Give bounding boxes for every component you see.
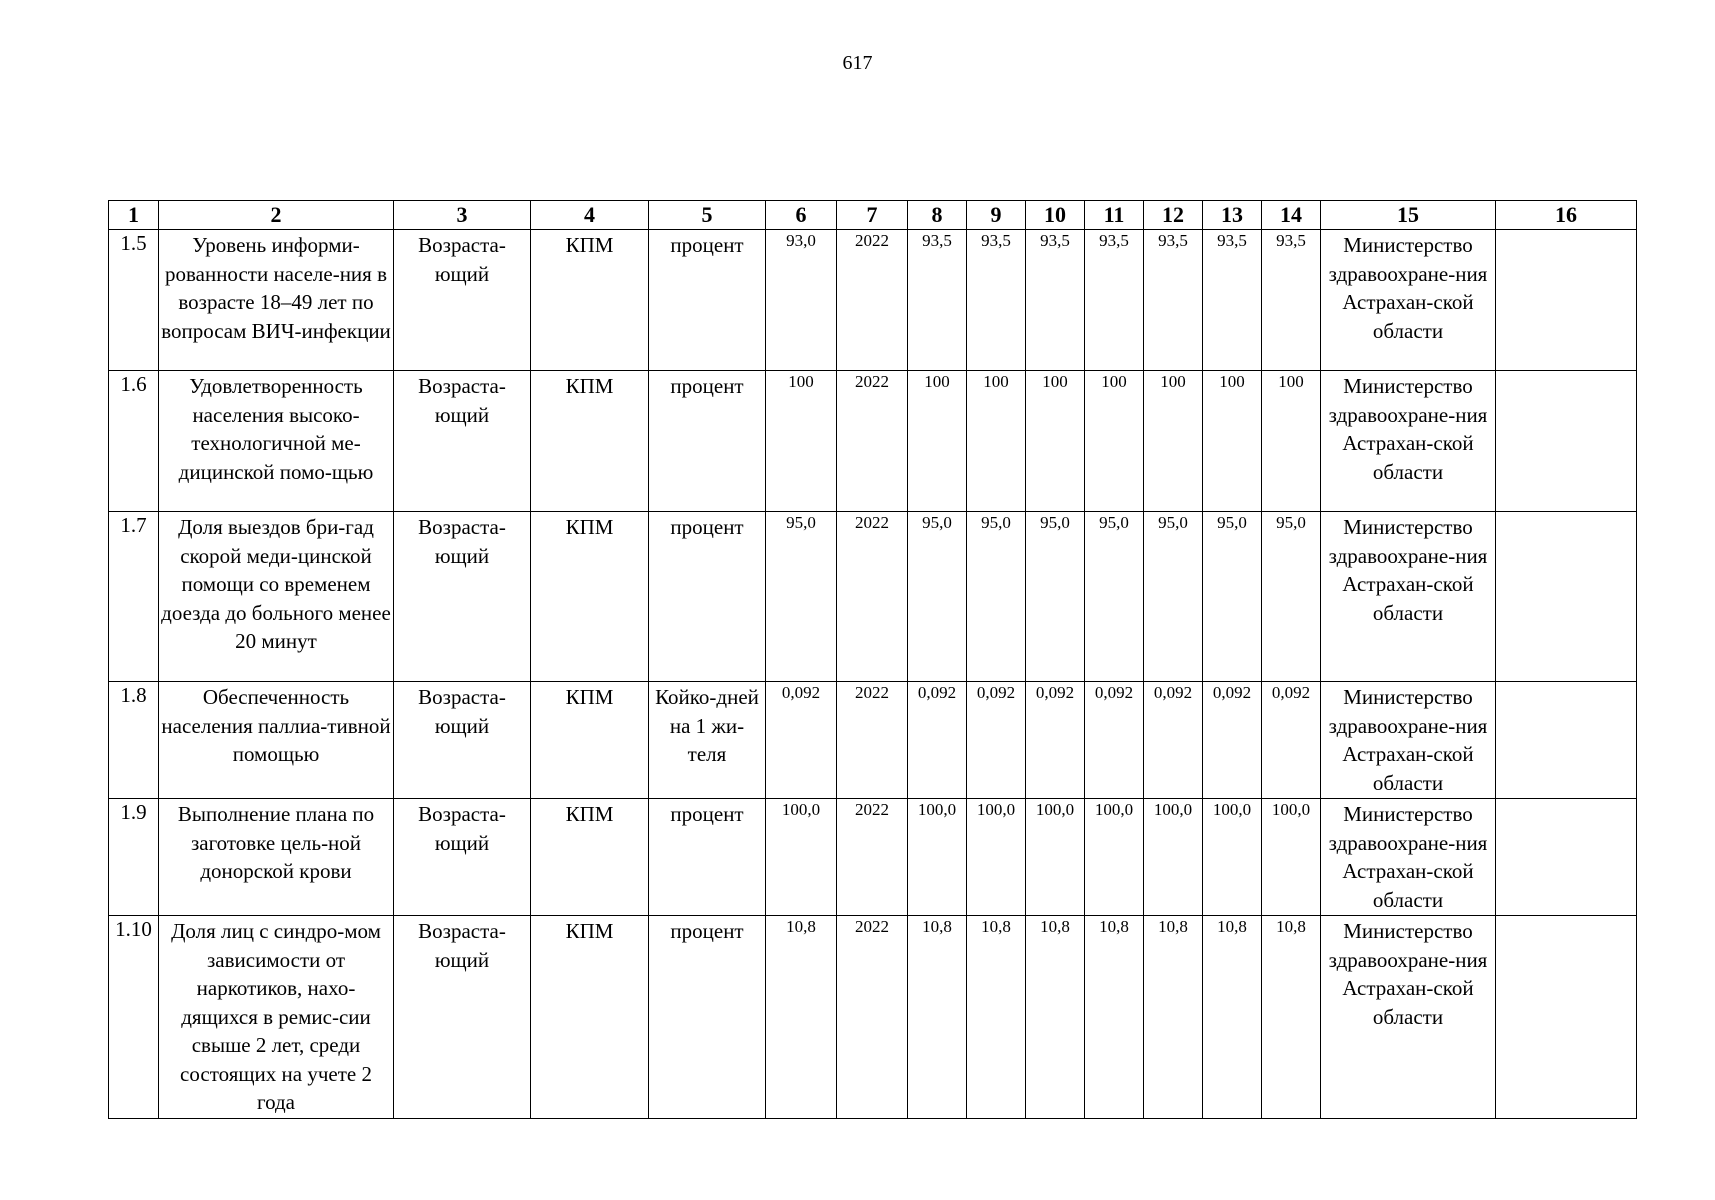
value-cell: 0,092	[1203, 682, 1262, 799]
responsible-cell: Министерство здравоохране-ния Астрахан-ской области	[1321, 512, 1496, 682]
base-year-cell: 2022	[837, 230, 908, 371]
column-header: 5	[649, 201, 766, 230]
value-cell: 10,8	[1085, 916, 1144, 1119]
value-cell: 0,092	[1026, 682, 1085, 799]
indicator-name: Обеспеченность населения паллиа-тивной помощью	[159, 682, 394, 799]
unit-cell: процент	[649, 799, 766, 916]
value-cell: 100	[1144, 371, 1203, 512]
table-row	[109, 371, 1637, 512]
value-cell: 95,0	[1026, 512, 1085, 682]
table-row	[109, 799, 1637, 916]
empty-cell	[1496, 682, 1637, 799]
type-cell: КПМ	[531, 799, 649, 916]
value-cell: 100,0	[1085, 799, 1144, 916]
column-header: 12	[1144, 201, 1203, 230]
value-cell: 100	[1085, 371, 1144, 512]
value-cell: 0,092	[1085, 682, 1144, 799]
base-value-cell: 100,0	[766, 799, 837, 916]
value-cell: 100,0	[1262, 799, 1321, 916]
responsible-cell: Министерство здравоохране-ния Астрахан-ской области	[1321, 682, 1496, 799]
value-cell: 10,8	[1203, 916, 1262, 1119]
row-number: 1.8	[109, 682, 159, 799]
type-cell: КПМ	[531, 230, 649, 371]
table-row	[109, 230, 1637, 371]
value-cell: 93,5	[1144, 230, 1203, 371]
column-header: 6	[766, 201, 837, 230]
type-cell: КПМ	[531, 512, 649, 682]
value-cell: 95,0	[1144, 512, 1203, 682]
responsible-cell: Министерство здравоохране-ния Астрахан-ской области	[1321, 371, 1496, 512]
value-cell: 95,0	[1085, 512, 1144, 682]
trend-cell: Возраста-ющий	[394, 799, 531, 916]
value-cell: 95,0	[967, 512, 1026, 682]
value-cell: 100,0	[1144, 799, 1203, 916]
trend-cell: Возраста-ющий	[394, 916, 531, 1119]
responsible-cell: Министерство здравоохране-ния Астрахан-ской области	[1321, 230, 1496, 371]
column-header: 10	[1026, 201, 1085, 230]
column-header: 11	[1085, 201, 1144, 230]
value-cell: 93,5	[1085, 230, 1144, 371]
value-cell: 100	[1026, 371, 1085, 512]
empty-cell	[1496, 230, 1637, 371]
value-cell: 93,5	[967, 230, 1026, 371]
indicator-name: Удовлетворенность населения высоко-технологичной ме-дицинской помо-щью	[159, 371, 394, 512]
row-number: 1.9	[109, 799, 159, 916]
unit-cell: процент	[649, 371, 766, 512]
indicator-name: Выполнение плана по заготовке цель-ной донорской крови	[159, 799, 394, 916]
value-cell: 93,5	[1026, 230, 1085, 371]
value-cell: 100	[967, 371, 1026, 512]
base-value-cell: 93,0	[766, 230, 837, 371]
indicator-name: Доля лиц с синдро-мом зависимости от наркотиков, нахо-дящихся в ремис-сии свыше 2 лет, среди состоящих на учете 2 года	[159, 916, 394, 1119]
type-cell: КПМ	[531, 916, 649, 1119]
column-header: 1	[109, 201, 159, 230]
table-row	[109, 916, 1637, 1119]
value-cell: 100,0	[908, 799, 967, 916]
value-cell: 0,092	[1262, 682, 1321, 799]
empty-cell	[1496, 916, 1637, 1119]
column-header: 2	[159, 201, 394, 230]
value-cell: 100	[1262, 371, 1321, 512]
indicators-table	[108, 200, 1637, 1119]
value-cell: 10,8	[1026, 916, 1085, 1119]
value-cell: 0,092	[967, 682, 1026, 799]
value-cell: 100	[908, 371, 967, 512]
column-header: 14	[1262, 201, 1321, 230]
row-number: 1.7	[109, 512, 159, 682]
value-cell: 10,8	[908, 916, 967, 1119]
header-row	[109, 201, 1637, 230]
value-cell: 0,092	[908, 682, 967, 799]
table-row	[109, 682, 1637, 799]
indicator-name: Уровень информи-рованности населе-ния в возрасте 18–49 лет по вопросам ВИЧ-инфекции	[159, 230, 394, 371]
value-cell: 100,0	[1203, 799, 1262, 916]
column-header: 3	[394, 201, 531, 230]
row-number: 1.6	[109, 371, 159, 512]
value-cell: 95,0	[1203, 512, 1262, 682]
page-number: 617	[842, 52, 873, 74]
value-cell: 10,8	[1144, 916, 1203, 1119]
base-value-cell: 0,092	[766, 682, 837, 799]
value-cell: 95,0	[908, 512, 967, 682]
column-header: 13	[1203, 201, 1262, 230]
trend-cell: Возраста-ющий	[394, 512, 531, 682]
table-row	[109, 512, 1637, 682]
column-header: 8	[908, 201, 967, 230]
trend-cell: Возраста-ющий	[394, 230, 531, 371]
responsible-cell: Министерство здравоохране-ния Астрахан-ской области	[1321, 799, 1496, 916]
base-value-cell: 10,8	[766, 916, 837, 1119]
base-value-cell: 100	[766, 371, 837, 512]
unit-cell: процент	[649, 512, 766, 682]
value-cell: 95,0	[1262, 512, 1321, 682]
type-cell: КПМ	[531, 682, 649, 799]
indicator-name: Доля выездов бри-гад скорой меди-цинской помощи со временем доезда до больного менее 20 минут	[159, 512, 394, 682]
column-header: 9	[967, 201, 1026, 230]
base-year-cell: 2022	[837, 512, 908, 682]
responsible-cell: Министерство здравоохране-ния Астрахан-ской области	[1321, 916, 1496, 1119]
trend-cell: Возраста-ющий	[394, 371, 531, 512]
value-cell: 100,0	[967, 799, 1026, 916]
unit-cell: процент	[649, 916, 766, 1119]
value-cell: 0,092	[1144, 682, 1203, 799]
value-cell: 10,8	[1262, 916, 1321, 1119]
value-cell: 100,0	[1026, 799, 1085, 916]
base-year-cell: 2022	[837, 682, 908, 799]
trend-cell: Возраста-ющий	[394, 682, 531, 799]
base-year-cell: 2022	[837, 799, 908, 916]
row-number: 1.5	[109, 230, 159, 371]
value-cell: 100	[1203, 371, 1262, 512]
value-cell: 93,5	[1203, 230, 1262, 371]
base-year-cell: 2022	[837, 916, 908, 1119]
column-header: 4	[531, 201, 649, 230]
value-cell: 93,5	[1262, 230, 1321, 371]
column-header: 15	[1321, 201, 1496, 230]
value-cell: 93,5	[908, 230, 967, 371]
empty-cell	[1496, 799, 1637, 916]
empty-cell	[1496, 371, 1637, 512]
value-cell: 10,8	[967, 916, 1026, 1119]
column-header: 16	[1496, 201, 1637, 230]
unit-cell: процент	[649, 230, 766, 371]
base-value-cell: 95,0	[766, 512, 837, 682]
type-cell: КПМ	[531, 371, 649, 512]
base-year-cell: 2022	[837, 371, 908, 512]
column-header: 7	[837, 201, 908, 230]
empty-cell	[1496, 512, 1637, 682]
row-number: 1.10	[109, 916, 159, 1119]
unit-cell: Койко-дней на 1 жи-теля	[649, 682, 766, 799]
